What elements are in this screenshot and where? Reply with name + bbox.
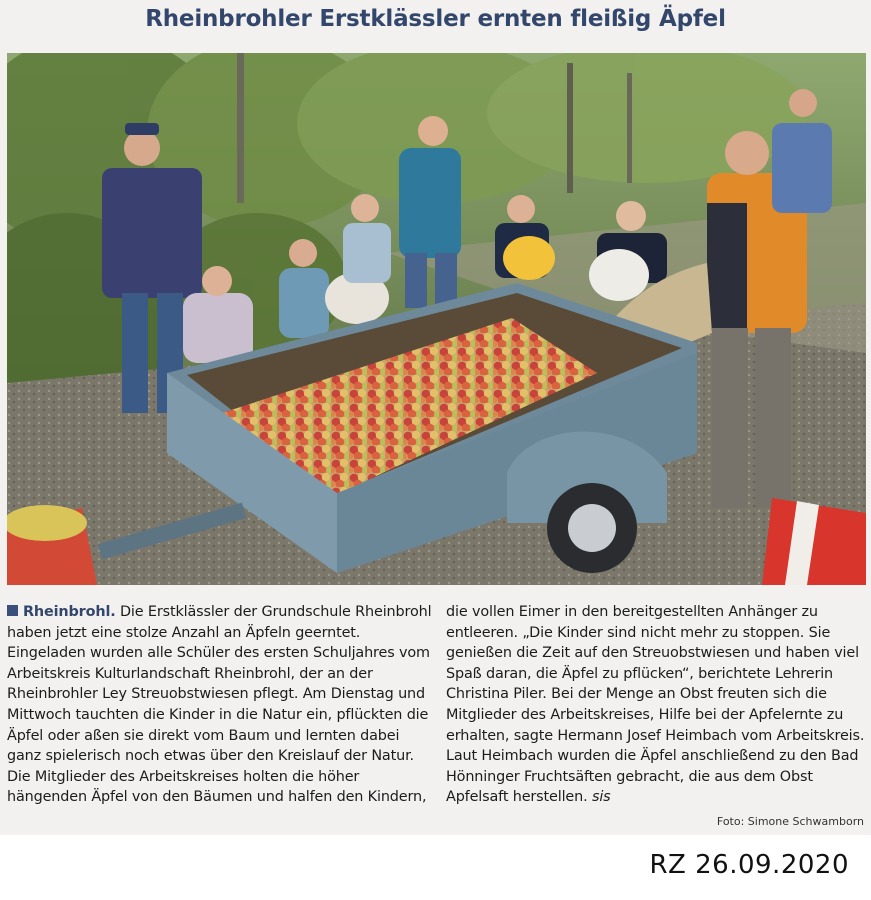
source-note: RZ 26.09.2020 — [649, 850, 849, 880]
article-body-right-column — [446, 602, 866, 808]
photo-credit: Foto: Simone Schwamborn — [716, 815, 864, 828]
article-photo — [7, 53, 866, 585]
body-text-right: die vollen Eimer in den bereitgestellten Anhänger zu entleeren. „Die Kinder sind nicht mehr zu stoppen. Sie genießen die Zeit auf den Streuobstwiesen und haben viel Spaß daran, die Äpfel zu pflücken“, berichtete Lehrerin Christina Piler. Bei der Menge an Obst freuten sich die Mitglieder des Arbeitskreises, Hilfe bei der Apfelernte zu erhalten, sagte Hermann Josef Heimbach vom Arbeitskreis. Laut Heimbach wurden die Äpfel anschließend zu den Bad Hönninger Fruchtsäften gebracht, die aus dem Obst Apfelsaft herstellen. — [446, 604, 865, 806]
body-text-left: Die Erstklässler der Grundschule Rheinbrohl haben jetzt eine stolze Anzahl an Äpfeln geerntet. Eingeladen wurden alle Schüler des ersten Schuljahres vom Arbeitskreis Kulturlandschaft Rheinbrohl, der an der Rheinbrohler Ley Streuobstwiesen pflegt. Am Dienstag und Mittwoch tauchten die Kinder in die Natur ein, pflückten die Äpfel oder aßen sie direkt vom Baum und lernten dabei ganz spielerisch noch etwas über den Kreislauf der Natur. Die Mitglieder des Arbeitskreises holten die höher hängenden Äpfel von den Bäumen und halfen den Kindern, — [7, 604, 432, 806]
dateline: Rheinbrohl. — [23, 604, 116, 620]
article-body-left-column — [7, 602, 432, 808]
author-initials: sis — [591, 789, 611, 806]
lead-square-icon — [7, 605, 18, 616]
headline: Rheinbrohler Erstklässler ernten fleißig Äpfel — [0, 6, 871, 46]
